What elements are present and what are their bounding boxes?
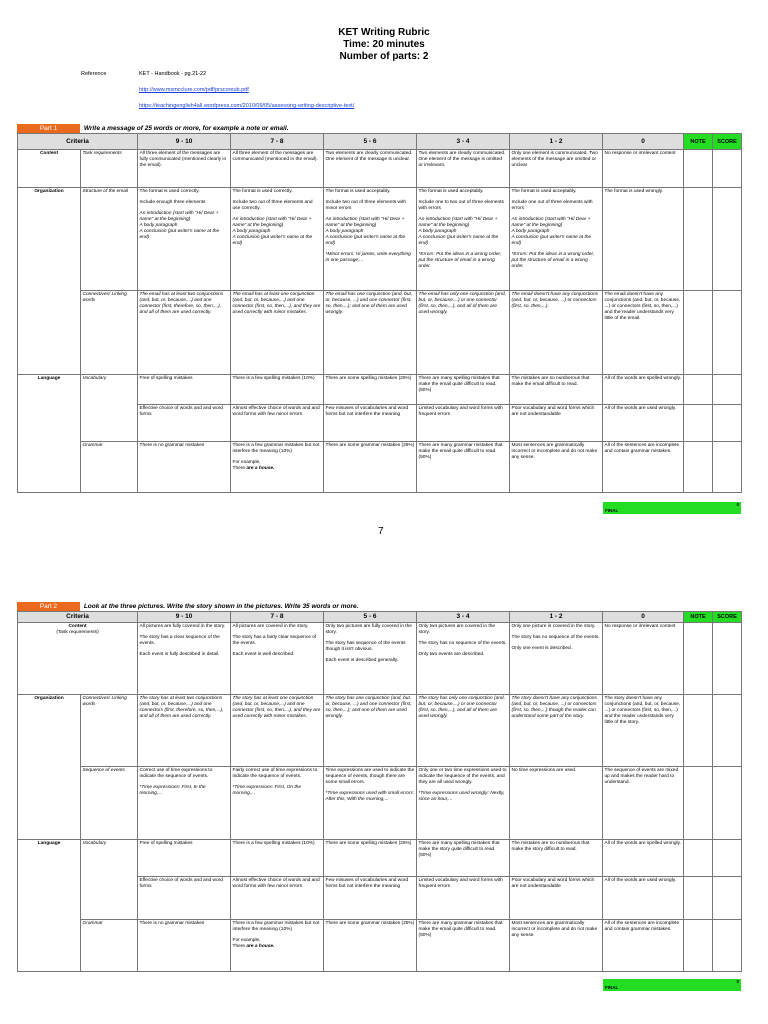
score-cell[interactable] xyxy=(713,623,742,695)
descriptor-cell: Most sentences are grammatically incorrect or incomplete and do not make any sense. xyxy=(510,442,603,493)
score-cell[interactable] xyxy=(713,767,742,840)
band-header: 3 - 4 xyxy=(417,612,510,623)
descriptor-cell: Limited vocabulary and word forms with frequent errors xyxy=(417,405,510,442)
descriptor-cell: The mistakes are so numberous that make the email difficult to read. xyxy=(510,375,603,405)
descriptor-cell: There are many spelling mistakes that make the email quite difficult to read. (50%) xyxy=(417,375,510,405)
note-cell[interactable] xyxy=(684,291,713,375)
descriptor-cell: Almost effective choice of words and and word forms with few minor errors xyxy=(231,405,324,442)
band-header: 1 - 2 xyxy=(510,134,603,150)
connectives-subcriterion: Connectives/ Linking words xyxy=(81,291,138,375)
descriptor-cell: There are some spelling mistakes (25%) xyxy=(324,375,417,405)
descriptor-cell: The format is used correctly. Include two out of three elements and use correctly. An introduction (start with "Hi/ Dear + name" at the beginning) A body paragraph A conclusion (put writer's name at the end) xyxy=(231,188,324,291)
descriptor-cell: Two elements are clearly communicated. One element of the message is unclear. xyxy=(324,150,417,188)
descriptor-cell: Two elements are clearly communicated. One element of the message is omitted or irrelevant. xyxy=(417,150,510,188)
descriptor-cell: All three element of the messages are fully communicated (mentioned clearly in the email). xyxy=(138,150,231,188)
final-score-value: 0 xyxy=(736,502,739,507)
descriptor-cell: All pictures are fully covered in the story. The story has a clear sequence of the events. Each event is fully described in detail. xyxy=(138,623,231,695)
language-criterion: Language xyxy=(18,840,81,972)
score-cell[interactable] xyxy=(713,375,742,405)
descriptor-cell: There is no grammar mistakes xyxy=(138,442,231,493)
descriptor-cell: There is a few grammar mistakes but not interfere the meaning (10%) For example, There are a house. xyxy=(231,920,324,972)
part2-final-score xyxy=(603,979,741,991)
score-cell[interactable] xyxy=(713,920,742,972)
note-cell[interactable] xyxy=(684,405,713,442)
descriptor-cell: The format is used acceptably. Include one to two out of three elements with errors An introduction (start with "Hi/ Dear + name" at the beginning) A body paragraph A conclusion (put writer's name at the end) *Errors: Put the ideas in a wrong order, put the structure of email in a wrong order. xyxy=(417,188,510,291)
descriptor-cell: Correct use of time expressions to indicate the sequence of events. *Time expressions: First, In the morning,... xyxy=(138,767,231,840)
band-header: 0 xyxy=(603,134,684,150)
structure-row xyxy=(18,188,742,291)
descriptor-cell: The email has one conjunction (and, but, or, because, ...) and one connector (first, so, then,...); and one of them are used wrongly. xyxy=(324,291,417,375)
vocabulary-subcriterion: Vocabulary xyxy=(81,840,138,920)
band-header: 7 - 8 xyxy=(231,134,324,150)
band-header: 3 - 4 xyxy=(417,134,510,150)
header-row xyxy=(18,134,742,150)
note-cell[interactable] xyxy=(684,375,713,405)
descriptor-cell: Fairly correct use of time expressions to indicate the sequence of events. *Time expressions: First, On the morning,... xyxy=(231,767,324,840)
note-cell[interactable] xyxy=(684,188,713,291)
score-header: SCORE xyxy=(713,134,742,150)
final-score-label: FINAL xyxy=(605,985,619,990)
descriptor-cell: There are many spelling mistakes that make the story quite difficult to read. (50%) xyxy=(417,840,510,877)
note-cell[interactable] xyxy=(684,840,713,877)
descriptor-cell: There are some spelling mistakes (25%) xyxy=(324,840,417,877)
connectives-row xyxy=(18,291,742,375)
organization-criterion: Organization xyxy=(18,695,81,840)
final-score-value: 0 xyxy=(736,979,739,984)
page-number: 7 xyxy=(378,526,384,537)
grammar-subcriterion: Grammar xyxy=(81,920,138,972)
descriptor-cell: The story has only one conjunction (and, but, or, because,...) or one connector (first, so, then,...), and all of them are used wrongly. xyxy=(417,695,510,767)
descriptor-cell: All pictures are covered in the story. The story has a fairly clear sequence of the events. Each event is well described. xyxy=(231,623,324,695)
descriptor-cell: Only one picture is covered in the story. The story has no sequence of the events. Only one event is described . xyxy=(510,623,603,695)
descriptor-cell: Time expressions are used to indicate the sequence of events, though there are some small errors. *Time expressions used with small errors: After this, With the morning,... xyxy=(324,767,417,840)
part2-banner xyxy=(17,602,741,611)
score-header: SCORE xyxy=(713,612,742,623)
score-cell[interactable] xyxy=(713,840,742,877)
reference-book: KET - Handbook - pg.21-22 xyxy=(139,71,207,77)
descriptor-cell: The email doesn't have any conjunctions (and, but, or, because, ...) or connectors (first, so, then,...). xyxy=(510,291,603,375)
descriptor-cell: No response or irrelevant content xyxy=(603,623,684,695)
part1-label: Part 1 xyxy=(17,124,80,133)
part2-label: Part 2 xyxy=(17,602,80,611)
part1-final-score xyxy=(603,502,741,514)
descriptor-cell: The format is used acceptably. Include two out of three elements with minor errors An introduction (start with "Hi/ Dear + name" at the beginning) A body paragraph A conclusion (put writer's name at the end) *Minor errors: Hi james, write everything in one passage,... xyxy=(324,188,417,291)
descriptor-cell: All of the words are spelled wrongly. xyxy=(603,375,684,405)
part1-banner xyxy=(17,124,741,133)
descriptor-cell: There are some grammar mistakes (25%) xyxy=(324,920,417,972)
descriptor-cell: Few misuses of vocabularies and word forms but not interfere the meaning xyxy=(324,877,417,920)
descriptor-cell: Only one element is communicated. Two elements of the message are omitted or unclear xyxy=(510,150,603,188)
score-cell[interactable] xyxy=(713,405,742,442)
note-cell[interactable] xyxy=(684,920,713,972)
descriptor-cell: The email has at least one conjunction (and, but, or, because,...) and one connector (first, so, then,...), and they are used correctly with minor mistakes. xyxy=(231,291,324,375)
part1-rubric-table xyxy=(17,133,742,493)
descriptor-cell: Free of spelling mistakes xyxy=(138,375,231,405)
score-cell[interactable] xyxy=(713,877,742,920)
score-cell[interactable] xyxy=(713,150,742,188)
language-criterion: Language xyxy=(18,375,81,493)
descriptor-cell: There are many grammar mistakes that make the email quite difficult to read. (50%) xyxy=(417,442,510,493)
descriptor-cell: There is a few spelling mistakes (10%) xyxy=(231,375,324,405)
score-cell[interactable] xyxy=(713,291,742,375)
descriptor-cell: There is no grammar mistakes xyxy=(138,920,231,972)
descriptor-cell: There are many grammar mistakes that make the email quite difficult to read. (50%) xyxy=(417,920,510,972)
part2-rubric-table xyxy=(17,611,742,972)
page-title: KET Writing Rubric xyxy=(338,27,430,38)
descriptor-cell: The format is used correctly. Include enough three elements An introduction (start with "Hi/ Dear + name" at the beginning) A body paragraph A conclusion (put writer's name at the end) xyxy=(138,188,231,291)
descriptor-cell: The story has at least two conjunctions (and, but, or, because,...) and one connectors (first, therefore, so, then,...), and all of them are used correctly. xyxy=(138,695,231,767)
connectives-subcriterion: Connectives/ Linking words xyxy=(81,695,138,767)
descriptor-cell: The format is used acceptably. Include one out of three elements with errors An introduction (start with "Hi/ Dear + name" at the beginning) A body paragraph A conclusion (put writer's name at the end) *Errors: Put the ideas in a wrong order, put the structure of email in a wrong order. xyxy=(510,188,603,291)
descriptor-cell: All of the words are used wrongly. xyxy=(603,405,684,442)
descriptor-cell: No response or irrelevant content xyxy=(603,150,684,188)
final-score-label: FINAL xyxy=(605,508,619,513)
descriptor-cell: All of the words are spelled wrongly. xyxy=(603,840,684,877)
descriptor-cell: The story has one conjunction (and, but, or, because, ...) and one connector (first, so, then,...); and one of them are used wrongly. xyxy=(324,695,417,767)
score-cell[interactable] xyxy=(713,442,742,493)
note-cell[interactable] xyxy=(684,623,713,695)
descriptor-cell: All of the words are used wrongly. xyxy=(603,877,684,920)
descriptor-cell: The story doesn't have any conjunctions (and, but, or, because, ...) or connectors (first, so, then,...) and the reader understands very little of the story. xyxy=(603,695,684,767)
task-requirements-subcriterion: Task requirements xyxy=(81,150,138,188)
descriptor-cell: There are some grammar mistakes (25%) xyxy=(324,442,417,493)
score-cell[interactable] xyxy=(713,188,742,291)
descriptor-cell: Poor vocabulary and word forms which are not understandable xyxy=(510,877,603,920)
parts-count: Number of parts: 2 xyxy=(339,51,429,62)
organization-criterion: Organization xyxy=(18,188,81,375)
criteria-header: Criteria xyxy=(18,134,138,150)
descriptor-cell: The email has at least two conjunctions (and, but, or, because,...) and one connector (first, therefore, so, then,...), and all of them are used correctly. xyxy=(138,291,231,375)
content-row xyxy=(18,623,742,695)
descriptor-cell: All three element of the messages are communicated (mentioned in the email). xyxy=(231,150,324,188)
descriptor-cell: All of the sentences are incomplete and contain grammar mistakes. xyxy=(603,920,684,972)
note-header: NOTE xyxy=(684,612,713,623)
note-cell[interactable] xyxy=(684,442,713,493)
descriptor-cell: There is a few grammar mistakes but not interfere the meaning (10%) For example, There are a house. xyxy=(231,442,324,493)
band-header: 9 - 10 xyxy=(138,134,231,150)
descriptor-cell: Effective choice of words and and word forms xyxy=(138,877,231,920)
descriptor-cell: The sequence of events are mixed up and makes the reader hard to understand. xyxy=(603,767,684,840)
grammar-row xyxy=(18,920,742,972)
content-criterion: Content xyxy=(18,150,81,188)
band-header: 5 - 6 xyxy=(324,134,417,150)
band-header: 0 xyxy=(603,612,684,623)
descriptor-cell: Limited vocabulary and word forms with frequent errors xyxy=(417,877,510,920)
descriptor-cell: The story has at least one conjunction (and, but, or, because,...) and one connector (first, so, then,...), and they are used correctly with minor mistakes. xyxy=(231,695,324,767)
vocabulary-subcriterion: Vocabulary xyxy=(81,375,138,442)
descriptor-cell: There is a few spelling mistakes (10%) xyxy=(231,840,324,877)
descriptor-cell: Most sentences are grammatically incorrect or incomplete and do not make any sense. xyxy=(510,920,603,972)
note-cell[interactable] xyxy=(684,695,713,767)
descriptor-cell: Almost effective choice of words and and word forms with few minor errors xyxy=(231,877,324,920)
descriptor-cell: Effective choice of words and and word forms xyxy=(138,405,231,442)
band-header: 9 - 10 xyxy=(138,612,231,623)
descriptor-cell: Only two pictures are covered in the story. The story has no sequence of the events. Only two events are described. xyxy=(417,623,510,695)
descriptor-cell: No time expressions are used. xyxy=(510,767,603,840)
descriptor-cell: Few misuses of vocabularies and word forms but not interfere the meaning xyxy=(324,405,417,442)
note-cell[interactable] xyxy=(684,877,713,920)
vocabulary-row xyxy=(18,375,742,405)
sequence-subcriterion: Sequence of events xyxy=(81,767,138,840)
descriptor-cell: All of the sentences are incomplete and contain grammar mistakes. xyxy=(603,442,684,493)
structure-subcriterion: Structure of the email xyxy=(81,188,138,291)
descriptor-cell: The email doesn't have any conjunctions (and, but, or, because, ...) or connectors (first, so, then,...) and the reader understands very little of the email. xyxy=(603,291,684,375)
reference-label: Reference xyxy=(81,71,107,77)
descriptor-cell: Only one or two time expressions used to indicate the sequence of the events, and they are all used wrongly. *Time expressions used wrongly: Nextly, since an hour,... xyxy=(417,767,510,840)
descriptor-cell: Free of spelling mistakes xyxy=(138,840,231,877)
note-cell[interactable] xyxy=(684,150,713,188)
score-cell[interactable] xyxy=(713,695,742,767)
band-header: 1 - 2 xyxy=(510,612,603,623)
reference-link-1[interactable]: http://www.msmcclure.com/pdf/prscoreub.pdf xyxy=(139,87,249,93)
note-header: NOTE xyxy=(684,134,713,150)
part2-prompt: Look at the three pictures. Write the story shown in the pictures. Write 35 words or more. xyxy=(83,603,359,610)
descriptor-cell: The story doesn't have any conjunctions (and, but, or, because, ...) or connectors (first, so, then,...) though the reader can understand some part of the story. xyxy=(510,695,603,767)
time-limit: Time: 20 minutes xyxy=(343,39,425,50)
descriptor-cell: The mistakes are so numberous that make the story difficult to read. xyxy=(510,840,603,877)
criteria-header: Criteria xyxy=(18,612,138,623)
descriptor-cell: The email has only one conjunction (and, but, or, because,...) or one connector (first, so, then,...), and all of them are used wrongly. xyxy=(417,291,510,375)
descriptor-cell: Only two pictures are fully covered in the story. The story has sequence of the events though it isn't obvious. Each event is described generally. xyxy=(324,623,417,695)
note-cell[interactable] xyxy=(684,767,713,840)
descriptor-cell: Poor vocabulary and word forms which are not understandable xyxy=(510,405,603,442)
connectives-row xyxy=(18,695,742,767)
reference-link-2[interactable]: https://teachingenglish4all.wordpress.com/2010/09/05/assessing-writing-descriptive-text/ xyxy=(139,103,355,109)
descriptor-cell: The format is used wrongly. xyxy=(603,188,684,291)
part1-prompt: Write a message of 25 words or more, for example a note or email. xyxy=(83,125,289,132)
content-row xyxy=(18,150,742,188)
grammar-row xyxy=(18,442,742,493)
header-row xyxy=(18,612,742,623)
band-header: 7 - 8 xyxy=(231,612,324,623)
content-criterion: Content (Task requirements) xyxy=(18,623,138,695)
vocabulary-row xyxy=(18,840,742,877)
band-header: 5 - 6 xyxy=(324,612,417,623)
grammar-subcriterion: Grammar xyxy=(81,442,138,493)
sequence-row xyxy=(18,767,742,840)
